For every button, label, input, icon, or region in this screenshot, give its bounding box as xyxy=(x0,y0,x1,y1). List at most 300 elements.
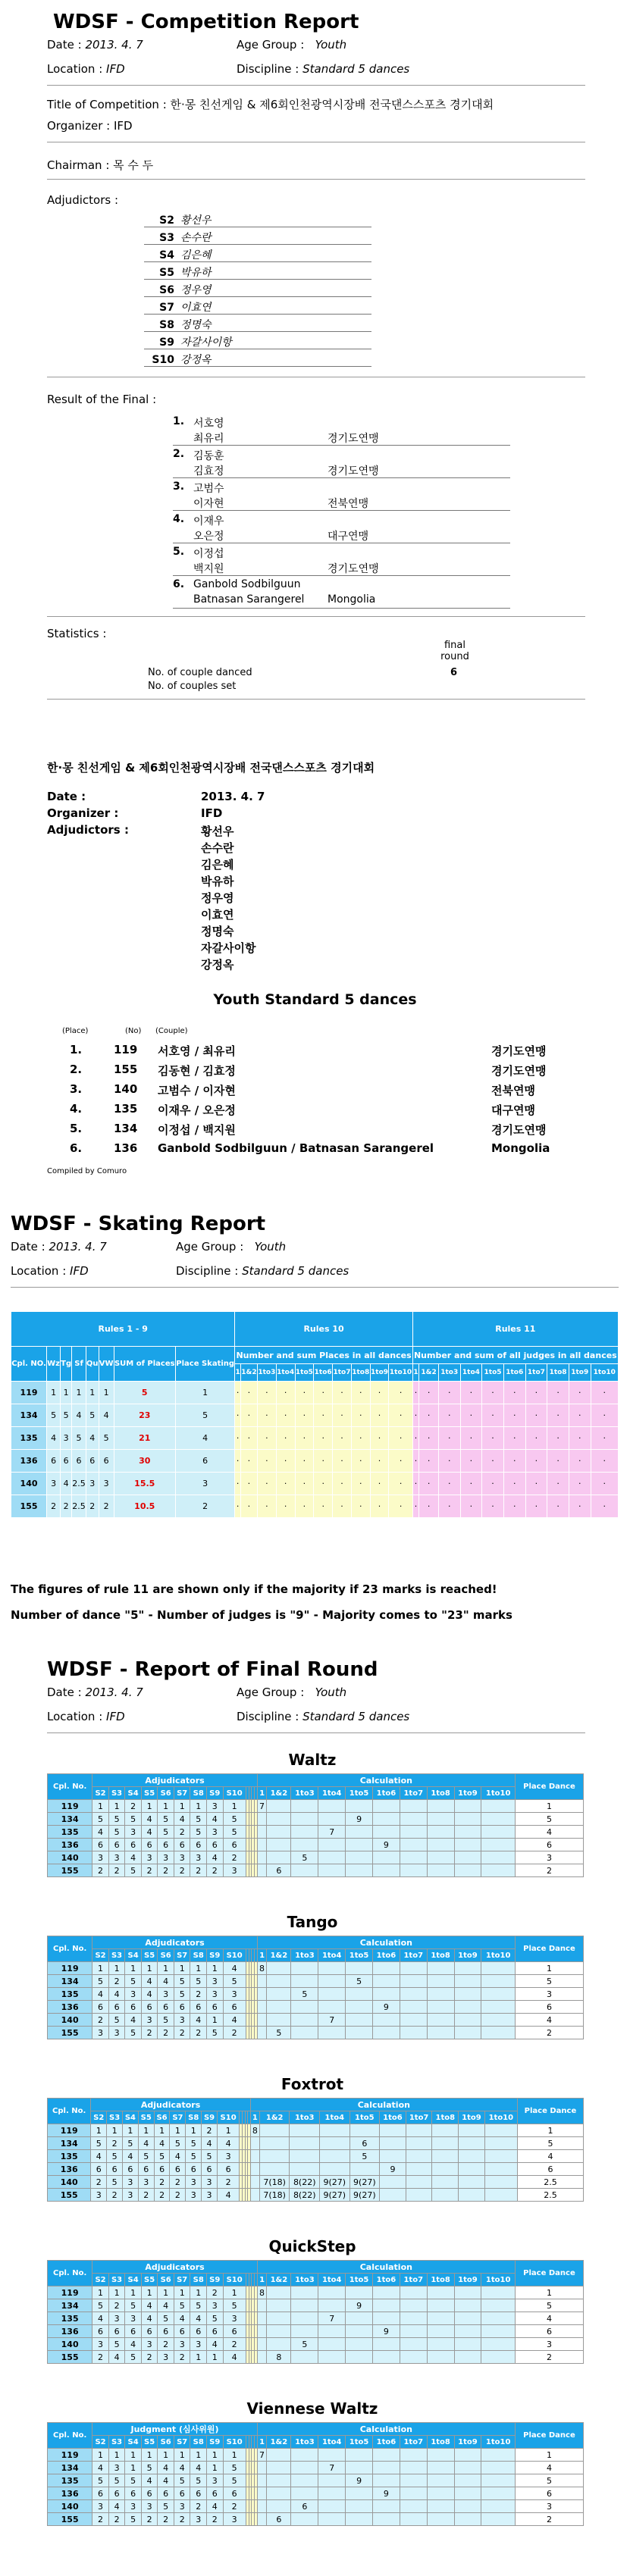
judge-mark: 2 xyxy=(170,2189,186,2202)
place-col-header: 1to5 xyxy=(295,1364,314,1382)
col-couple-no: Cpl. No. xyxy=(48,1774,92,1800)
judge-mark: 2 xyxy=(107,2189,123,2202)
stats-value: 6 xyxy=(450,667,458,678)
calc-cell: 9 xyxy=(373,2001,400,2014)
calc-cell: 9(27) xyxy=(320,2176,350,2189)
col-place-dance: Place Dance xyxy=(517,2099,583,2124)
judge-col: S10 xyxy=(223,1787,246,1800)
couple-number: 140 xyxy=(48,2014,92,2027)
judge-mark: 6 xyxy=(125,2487,142,2500)
summary-adj-label: Adjudictors : xyxy=(47,823,129,837)
judge-col: S10 xyxy=(223,2274,246,2286)
calc-cell xyxy=(454,1962,481,1975)
judge-col: S4 xyxy=(125,2436,142,2449)
judge-mark: 5 xyxy=(223,2462,246,2474)
dance-place: 5 xyxy=(72,1427,86,1450)
judge-mark: 4 xyxy=(158,2462,174,2474)
couple-number: 135 xyxy=(48,2150,91,2163)
result-underline xyxy=(173,510,510,511)
rule11-cell: · xyxy=(503,1495,525,1518)
place-col-header: 1to9 xyxy=(370,1364,389,1382)
calc-cell xyxy=(291,2014,318,2027)
place-dance: 4 xyxy=(515,2312,583,2325)
summary-date: 2013. 4. 7 xyxy=(201,790,265,803)
calc-cell xyxy=(406,2150,432,2163)
col-place-dance: Place Dance xyxy=(515,2423,583,2449)
date-label: Date : xyxy=(47,38,82,52)
judge-col: S7 xyxy=(174,2274,190,2286)
rule10-cell: · xyxy=(333,1404,352,1427)
rule11-cell: · xyxy=(460,1495,482,1518)
judge-mark: 4 xyxy=(92,1988,109,2001)
sum-of-places: 10.5 xyxy=(114,1495,175,1518)
summary-couple: 서호영 / 최유리 xyxy=(158,1044,236,1058)
judge-mark: 6 xyxy=(190,1839,207,1851)
place-dance: 2.5 xyxy=(517,2176,583,2189)
judge-mark: 1 xyxy=(223,1800,246,1813)
summary-adjudicator: 손수란 xyxy=(201,841,234,855)
calc-cell xyxy=(400,2351,427,2364)
rule11-cell: · xyxy=(438,1382,460,1404)
adjudicator-row xyxy=(144,212,212,227)
sk-discipline-value: Standard 5 dances xyxy=(242,1264,349,1278)
rule11-cell: · xyxy=(547,1427,569,1450)
calc-cell xyxy=(380,2124,406,2137)
calc-cell xyxy=(318,1962,346,1975)
place-col-header: 1 xyxy=(235,1364,240,1382)
rule10-subheader: Number and sum Places in all dances xyxy=(235,1347,412,1364)
sum-of-places: 21 xyxy=(114,1427,175,1450)
judge-mark: 2 xyxy=(223,2027,246,2039)
judge-mark: 6 xyxy=(138,2163,154,2176)
judge-mark: 2 xyxy=(202,2124,218,2137)
rule10-cell: · xyxy=(295,1382,314,1404)
calc-cell xyxy=(454,2299,481,2312)
judge-mark: 4 xyxy=(174,2462,190,2474)
calc-cell xyxy=(454,1826,481,1839)
calc-cell xyxy=(267,2014,291,2027)
judge-col: S2 xyxy=(92,2436,109,2449)
summary-place: 1. xyxy=(70,1043,83,1056)
dance-place: 4 xyxy=(86,1427,99,1450)
judge-col: S3 xyxy=(108,1949,125,1962)
couple-number: 155 xyxy=(48,2351,92,2364)
calc-cell xyxy=(380,2176,406,2189)
judge-mark: 3 xyxy=(158,2351,174,2364)
result-partner-b: Batnasan Sarangerel xyxy=(193,593,305,606)
calc-cell xyxy=(291,2286,318,2299)
couple-number: 119 xyxy=(48,1800,92,1813)
judge-mark: 6 xyxy=(108,2001,125,2014)
calc-cell xyxy=(481,2325,516,2338)
calc-cell xyxy=(427,2325,454,2338)
fr-date-value: 2013. 4. 7 xyxy=(85,1686,143,1699)
dance-place: 1 xyxy=(99,1382,114,1404)
judge-mark: 6 xyxy=(92,2487,109,2500)
calc-cell xyxy=(373,2286,400,2299)
calc-cell xyxy=(459,2176,485,2189)
judge-mark: 3 xyxy=(174,2500,190,2513)
rule11-cell: · xyxy=(547,1450,569,1473)
judge-col: S6 xyxy=(154,2111,170,2124)
place-col-header: 1&2 xyxy=(419,1364,439,1382)
calc-cell xyxy=(427,2351,454,2364)
rule10-cell: · xyxy=(295,1450,314,1473)
calc-col: 1to3 xyxy=(291,1949,318,1962)
judge-mark: 1 xyxy=(190,2449,207,2462)
calc-col: 1to8 xyxy=(427,2436,454,2449)
rule10-cell: · xyxy=(235,1473,240,1495)
calc-col: 1to7 xyxy=(400,1949,427,1962)
calc-cell xyxy=(373,1988,400,2001)
calc-col: 1to4 xyxy=(318,1787,346,1800)
calc-cell xyxy=(318,2474,346,2487)
dance-place: 2 xyxy=(47,1495,61,1518)
calc-cell xyxy=(318,2299,346,2312)
calc-cell xyxy=(454,1988,481,2001)
judge-mark: 6 xyxy=(223,1839,246,1851)
calc-cell xyxy=(481,2474,516,2487)
organizer: Organizer : IFD xyxy=(47,119,133,133)
calc-col: 1to7 xyxy=(400,2436,427,2449)
calc-cell xyxy=(291,1864,318,1877)
couple-number: 140 xyxy=(48,1851,92,1864)
calc-cell xyxy=(427,2286,454,2299)
chairman: Chairman : 목 수 두 xyxy=(47,158,154,172)
judge-mark: 6 xyxy=(190,2001,207,2014)
calc-cell xyxy=(318,2351,346,2364)
judge-mark: 1 xyxy=(125,2449,142,2462)
dance-place: 2.5 xyxy=(72,1495,86,1518)
calc-cell xyxy=(400,1800,427,1813)
place-dance: 1 xyxy=(515,1962,583,1975)
judge-col: S2 xyxy=(92,2274,109,2286)
calc-cell: 9 xyxy=(346,1813,373,1826)
couple-number: 119 xyxy=(48,1962,92,1975)
judge-mark: 6 xyxy=(125,2001,142,2014)
calc-cell xyxy=(291,2487,318,2500)
calc-col: 1 xyxy=(257,2274,267,2286)
judge-mark: 4 xyxy=(158,2299,174,2312)
rule10-cell: · xyxy=(276,1473,295,1495)
judge-mark: 2 xyxy=(158,2338,174,2351)
calc-cell xyxy=(427,1962,454,1975)
judge-mark: 4 xyxy=(141,1975,158,1988)
calc-cell xyxy=(373,1800,400,1813)
calc-cell xyxy=(267,2286,291,2299)
dance-place: 4 xyxy=(72,1404,86,1427)
dance-row xyxy=(48,2462,584,2474)
rule11-cell: · xyxy=(591,1382,618,1404)
calc-cell xyxy=(267,2338,291,2351)
judge-mark: 2 xyxy=(107,2137,123,2150)
judge-mark: 4 xyxy=(141,2474,158,2487)
calc-cell xyxy=(459,2163,485,2176)
place-dance: 1 xyxy=(515,2286,583,2299)
calc-cell xyxy=(346,2001,373,2014)
judge-mark: 4 xyxy=(190,2014,207,2027)
result-label: Result of the Final : xyxy=(47,393,157,406)
dance-place: 2 xyxy=(99,1495,114,1518)
calc-cell xyxy=(318,2487,346,2500)
calc-cell xyxy=(459,2137,485,2150)
judge-mark: 4 xyxy=(154,2137,170,2150)
calc-cell xyxy=(427,1988,454,2001)
rule10-cell: · xyxy=(314,1404,333,1427)
judge-mark: 5 xyxy=(158,2014,174,2027)
adjudicator-name: 김은혜 xyxy=(180,249,212,261)
rule11-cell: · xyxy=(419,1495,439,1518)
place-dance: 5 xyxy=(517,2137,583,2150)
summary-couple: 이재우 / 오은정 xyxy=(158,1103,236,1117)
judge-mark: 5 xyxy=(138,2150,154,2163)
skating-col-header: Sf xyxy=(72,1347,86,1382)
judge-mark: 6 xyxy=(154,2163,170,2176)
judge-col: S4 xyxy=(125,1787,142,1800)
judge-col: S8 xyxy=(190,2274,207,2286)
calc-cell xyxy=(400,2299,427,2312)
judge-mark: 2 xyxy=(174,1864,190,1877)
adjudicator-code: S6 xyxy=(159,284,174,296)
stats-column-header: final round xyxy=(440,640,469,662)
judge-mark: 3 xyxy=(217,2150,239,2163)
place-col-header: 1to4 xyxy=(276,1364,295,1382)
judge-mark: 4 xyxy=(125,2338,142,2351)
calc-cell xyxy=(346,1800,373,1813)
judge-mark: 3 xyxy=(91,2189,107,2202)
adjudicators-label: Adjudictors : xyxy=(47,193,118,207)
calc-cell xyxy=(346,1864,373,1877)
rule10-cell: · xyxy=(295,1473,314,1495)
dance-row xyxy=(48,2487,584,2500)
calc-cell xyxy=(291,2513,318,2526)
calc-cell: 5 xyxy=(291,2338,318,2351)
calc-cell xyxy=(481,2001,516,2014)
sk-age-label: Age Group : xyxy=(176,1240,244,1254)
result-partner-a: 김동훈 xyxy=(193,450,224,462)
dance-row xyxy=(48,1962,584,1975)
calc-col: 1&2 xyxy=(267,1787,291,1800)
rule11-cell: · xyxy=(547,1404,569,1427)
judge-mark: 1 xyxy=(108,2286,125,2299)
judge-mark: 2 xyxy=(154,2189,170,2202)
calc-cell xyxy=(267,2312,291,2325)
rule10-cell: · xyxy=(370,1450,389,1473)
dance-row xyxy=(48,2474,584,2487)
compiled-by: Compiled by Comuro xyxy=(47,1167,127,1175)
calc-cell xyxy=(427,2500,454,2513)
result-club: 경기도연맹 xyxy=(328,433,379,445)
calc-cell xyxy=(373,2351,400,2364)
calc-cell xyxy=(427,2462,454,2474)
judge-col: S9 xyxy=(206,2436,223,2449)
calc-cell xyxy=(454,2449,481,2462)
calc-cell xyxy=(291,1975,318,1988)
rule10-cell: · xyxy=(351,1382,370,1404)
sk-date-value: 2013. 4. 7 xyxy=(49,1240,107,1254)
couple-number: 134 xyxy=(48,2137,91,2150)
calc-cell: 8 xyxy=(250,2124,259,2137)
calc-cell xyxy=(267,1975,291,1988)
calc-cell xyxy=(380,2150,406,2163)
calc-cell xyxy=(267,1988,291,2001)
calc-cell xyxy=(481,2351,516,2364)
judge-mark: 2 xyxy=(125,1800,142,1813)
judge-mark: 2 xyxy=(92,2351,109,2364)
result-partner-a: 이정섭 xyxy=(193,548,224,560)
calc-cell xyxy=(400,2462,427,2474)
calc-cell xyxy=(484,2124,517,2137)
rule11-cell: · xyxy=(525,1382,547,1404)
judge-mark: 4 xyxy=(206,1851,223,1864)
judge-mark: 6 xyxy=(123,2163,139,2176)
rule10-cell: · xyxy=(314,1450,333,1473)
calc-cell xyxy=(267,2474,291,2487)
judge-col: S9 xyxy=(206,2274,223,2286)
judge-col: S4 xyxy=(123,2111,139,2124)
judge-mark: 1 xyxy=(158,1962,174,1975)
place-dance: 4 xyxy=(515,1826,583,1839)
judge-mark: 3 xyxy=(138,2176,154,2189)
judge-mark: 4 xyxy=(158,2474,174,2487)
judge-col: S8 xyxy=(190,2436,207,2449)
discipline-row xyxy=(237,62,409,76)
place-dance: 2 xyxy=(515,2027,583,2039)
calc-cell xyxy=(454,2325,481,2338)
calc-cell xyxy=(481,2487,516,2500)
couple-number: 119 xyxy=(48,2286,92,2299)
dance-place: 5 xyxy=(99,1427,114,1450)
judge-mark: 3 xyxy=(174,2338,190,2351)
calc-cell xyxy=(481,1851,516,1864)
judge-mark: 5 xyxy=(174,1975,190,1988)
calc-cell: 6 xyxy=(267,2513,291,2526)
calc-cell xyxy=(432,2189,459,2202)
col-couple-no: Cpl. No. xyxy=(48,2261,92,2286)
calc-cell xyxy=(454,2474,481,2487)
calc-cell xyxy=(454,2500,481,2513)
judge-mark: 3 xyxy=(190,2338,207,2351)
calc-cell xyxy=(454,2001,481,2014)
calc-cell xyxy=(400,1826,427,1839)
couple-number: 136 xyxy=(11,1450,47,1473)
judge-mark: 1 xyxy=(141,2449,158,2462)
calc-cell xyxy=(454,2312,481,2325)
calc-cell xyxy=(290,2163,320,2176)
calc-cell xyxy=(373,2500,400,2513)
calc-cell xyxy=(481,2338,516,2351)
judge-mark: 1 xyxy=(206,2462,223,2474)
adjudicator-name: 강정옥 xyxy=(180,354,212,366)
calc-cell xyxy=(250,2163,259,2176)
calc-cell xyxy=(454,2351,481,2364)
calc-cell: 7 xyxy=(257,1800,267,1813)
judge-mark: 2 xyxy=(190,2027,207,2039)
dance-row xyxy=(48,2299,584,2312)
place-col-header: 1 xyxy=(412,1364,419,1382)
fr-date-label: Date : xyxy=(47,1686,82,1699)
rule11-cell: · xyxy=(591,1427,618,1450)
judge-mark: 1 xyxy=(92,2286,109,2299)
rules-11-header: Rules 11 xyxy=(412,1312,618,1347)
judge-mark: 6 xyxy=(206,2325,223,2338)
result-underline xyxy=(173,608,510,609)
calc-cell xyxy=(373,2449,400,2462)
col-adjudicators: Adjudicators xyxy=(92,1936,258,1949)
fr-location-value: IFD xyxy=(106,1710,125,1723)
judge-mark: 6 xyxy=(223,2001,246,2014)
rule11-cell: · xyxy=(503,1382,525,1404)
calc-cell xyxy=(427,2299,454,2312)
adjudicator-name: 자갈사이항 xyxy=(180,336,232,349)
place-dance: 6 xyxy=(515,2325,583,2338)
judge-mark: 3 xyxy=(141,2338,158,2351)
sk-location-value: IFD xyxy=(70,1264,89,1278)
calc-cell xyxy=(454,2027,481,2039)
judge-col: S6 xyxy=(158,2436,174,2449)
judge-mark: 3 xyxy=(186,2189,202,2202)
judge-mark: 1 xyxy=(108,1800,125,1813)
rule11-cell: · xyxy=(460,1382,482,1404)
judge-col: S2 xyxy=(91,2111,107,2124)
skating-note-1: The figures of rule 11 are shown only if the majority if 23 marks is reached! xyxy=(11,1582,497,1596)
calc-cell: 8 xyxy=(257,2286,267,2299)
skating-row xyxy=(11,1473,619,1495)
judge-mark: 3 xyxy=(158,1851,174,1864)
calc-cell xyxy=(267,2487,291,2500)
judge-mark: 3 xyxy=(108,2312,125,2325)
place-dance: 5 xyxy=(515,1975,583,1988)
calc-cell xyxy=(484,2150,517,2163)
judge-mark: 5 xyxy=(174,2299,190,2312)
rule11-cell: · xyxy=(591,1404,618,1427)
judge-mark: 4 xyxy=(217,2189,239,2202)
dance-place: 2 xyxy=(86,1495,99,1518)
summary-club: 경기도연맹 xyxy=(491,1064,547,1078)
couple-number: 135 xyxy=(48,1988,92,2001)
summary-date-label: Date : xyxy=(47,790,86,803)
couple-number: 119 xyxy=(48,2449,92,2462)
rule10-cell: · xyxy=(314,1495,333,1518)
judge-mark: 1 xyxy=(92,2449,109,2462)
judge-mark: 1 xyxy=(92,1962,109,1975)
calc-cell xyxy=(400,2027,427,2039)
place-col-header: 1to10 xyxy=(591,1364,618,1382)
dance-title: Waltz xyxy=(288,1751,337,1769)
judge-mark: 2 xyxy=(206,2286,223,2299)
rule11-cell: · xyxy=(569,1382,591,1404)
dance-row xyxy=(48,2150,584,2163)
calc-cell xyxy=(346,2449,373,2462)
judge-mark: 1 xyxy=(158,1800,174,1813)
judge-mark: 6 xyxy=(190,2325,207,2338)
judge-mark: 1 xyxy=(125,1962,142,1975)
fr-location-row xyxy=(47,1710,125,1723)
calc-col: 1to9 xyxy=(459,2111,485,2124)
result-underline xyxy=(173,445,510,446)
result-underline xyxy=(173,575,510,576)
calc-cell xyxy=(454,1800,481,1813)
calc-cell xyxy=(259,2137,290,2150)
calc-cell xyxy=(481,1800,516,1813)
judge-mark: 2 xyxy=(190,2500,207,2513)
calc-cell xyxy=(291,1962,318,1975)
summary-place: 4. xyxy=(70,1102,83,1116)
rule10-cell: · xyxy=(276,1382,295,1404)
col-place: (Place) xyxy=(62,1027,89,1035)
place-skating: 3 xyxy=(175,1473,235,1495)
judge-mark: 3 xyxy=(92,2500,109,2513)
